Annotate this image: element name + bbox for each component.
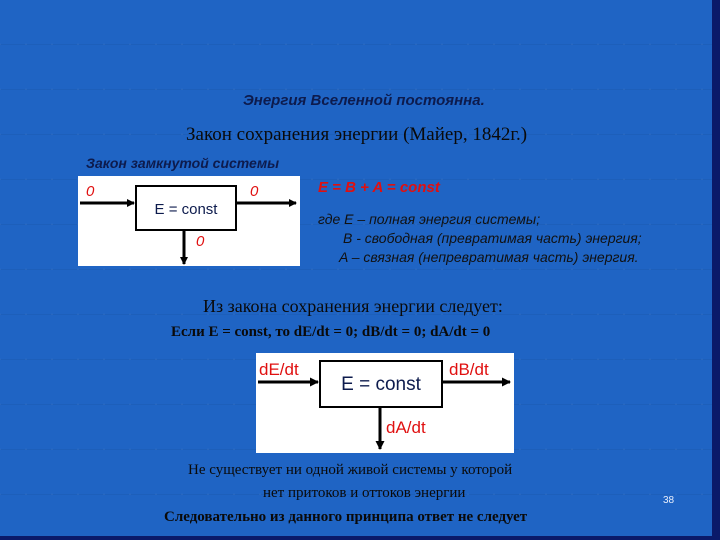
definition-e: где E – полная энергия системы; bbox=[318, 211, 541, 227]
open-system-diagram bbox=[256, 353, 514, 453]
open-system-diagram-svg bbox=[256, 353, 514, 453]
energy-formula: E = B + A = const bbox=[318, 179, 440, 196]
box-label: E = const bbox=[154, 201, 218, 218]
closed-system-diagram-svg bbox=[78, 176, 300, 266]
closed-system-diagram bbox=[78, 176, 300, 266]
box-label-2: E = const bbox=[341, 374, 421, 395]
page-number: 38 bbox=[663, 495, 675, 506]
definition-b: B - свободная (превратимая часть) энергия; bbox=[343, 230, 642, 246]
definition-a: A – связная (непревратимая часть) энергия. bbox=[339, 249, 639, 265]
no-system-line-1: Не существует ни одной живой системы у которой bbox=[188, 462, 513, 478]
follows-text: Из закона сохранения энергии следует: bbox=[203, 296, 503, 316]
law-title: Закон сохранения энергии (Майер, 1842г.) bbox=[186, 124, 528, 145]
bottom-label: 0 bbox=[196, 233, 205, 250]
slide-heading: Энергия Вселенной постоянна. bbox=[243, 92, 485, 109]
output-label: 0 bbox=[250, 183, 259, 200]
input-label: 0 bbox=[86, 183, 95, 200]
no-system-line-2: нет притоков и оттоков энергии bbox=[263, 485, 466, 501]
derivative-condition: Если E = const, то dE/dt = 0; dB/dt = 0; dA/dt = 0 bbox=[171, 324, 491, 340]
conclusion-text: Следовательно из данного принципа ответ не следует bbox=[164, 509, 528, 525]
inflow-label: dE/dt bbox=[259, 360, 299, 379]
outflow-label: dB/dt bbox=[449, 360, 489, 379]
down-flow-label: dA/dt bbox=[386, 418, 426, 437]
closed-system-label: Закон замкнутой системы bbox=[86, 155, 280, 171]
